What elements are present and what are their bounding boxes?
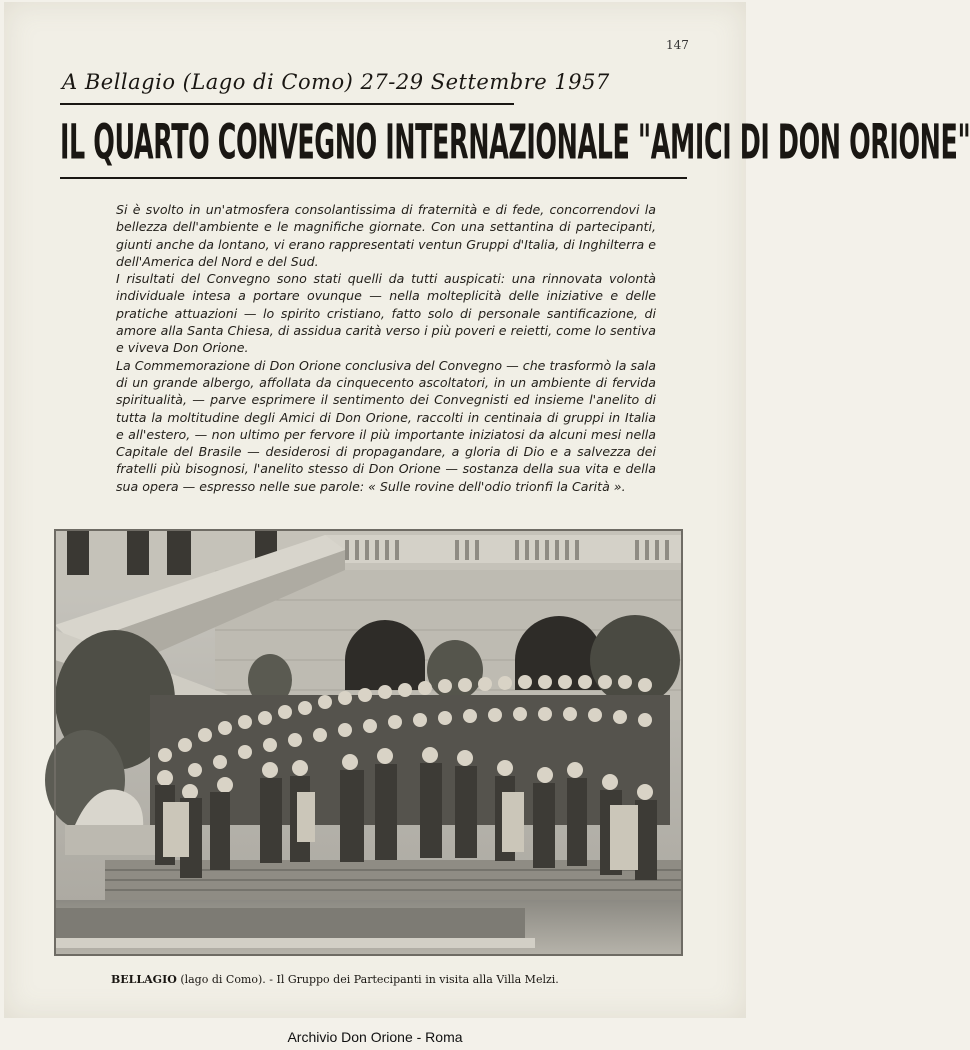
archive-footer: Archivio Don Orione - Roma	[287, 1029, 463, 1045]
page-number: 147	[666, 38, 689, 52]
caption-place: BELLAGIO	[111, 973, 177, 986]
paragraph-3: La Commemorazione di Don Orione conclusiva del Convegno — che trasformò la sala di un grande albergo, affollata da cinquecento ascoltatori, in un ambiente di fervida spiritualità, — parve esprimere il sentimento dei Convegnisti ed insieme l'anelito di tutta la moltitudine degli Amici di Don Orione, raccolti in centinaia di gruppi in Italia e all'estero, — non ultimo per fervore il più importante iniziatosi da alcuni mesi nella Capitale del Brasile — desiderosi di propagandare, a gloria di Dio e a salvezza dei fratelli più bisognosi, l'anelito stesso di Don Orione — sostanza della sua vita e della sua opera — espresso nelle sue parole: « Sulle rovine dell'odio trionfi la Carità ».	[116, 357, 656, 494]
paragraph-1: Si è svolto in un'atmosfera consolantissima di fraternità e di fede, concorrendovi la bellezza dell'ambiente e le magnifiche giornate. Con una settantina di partecipanti, giunti anche da lontano, vi erano rappresentati ventun Gruppi d'Italia, di Inghilterra e dell'America del Nord e del Sud.	[116, 202, 656, 269]
caption-text: (lago di Como). - Il Gruppo dei Partecipanti in visita alla Villa Melzi.	[180, 973, 559, 986]
headline-rule	[60, 177, 687, 179]
villa-melzi-photo	[55, 530, 682, 955]
paragraph-2: I risultati del Convegno sono stati quelli da tutti auspicati: una rinnovata volontà individuale intesa a portare ovunque — nella molteplicità delle iniziative e delle pratiche attuazioni — lo spirito cristiano, fatto solo di personale santificazione, di amore alla Santa Chiesa, di assidua carità verso i più poveri e reietti, come lo sentiva e viveva Don Orione.	[116, 271, 656, 356]
group-photo	[55, 530, 682, 955]
magazine-page	[4, 2, 970, 1018]
article-body	[116, 201, 656, 495]
photo-caption	[111, 973, 559, 986]
article-headline: IL QUARTO CONVEGNO INTERNAZIONALE "AMICI DI DON ORIONE"	[60, 115, 970, 171]
article-kicker: A Bellagio (Lago di Como) 27-29 Settembre 1957	[62, 70, 610, 94]
